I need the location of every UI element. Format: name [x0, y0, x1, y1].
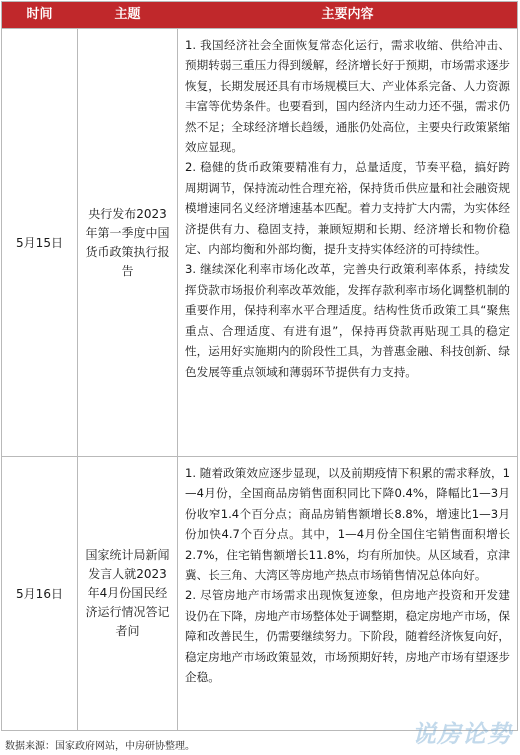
- header-date: 时间: [26, 7, 53, 22]
- content-paragraph: 1. 随着政策效应逐步显现，以及前期疫情下积累的需求释放，1—4月份，全国商品房销售面积同比下降0.4%，降幅比1—3月份收窄1.4个百分点；商品房销售额增长8.8%，增速比1—3月份加快4.7个百分点。其中，1—4月份全国住宅销售面积增长2.7%，住宅销售额增长11.8%，均有所加快。从区域看，京津冀、长三角、大湾区等房地产热点市场销售情况总体向好。: [185, 466, 510, 583]
- source-note: 数据来源：国家政府网站，中房研协整理。: [5, 741, 195, 752]
- row-date: 5月16日: [16, 587, 63, 601]
- content-paragraph: 2. 稳健的货币政策要精准有力，总量适度，节奏平稳，搞好跨周期调节，保持流动性合理充裕，保持货币供应量和社会融资规模增速同名义经济增速基本匹配。着力支持扩大内需，为实体经济提供有力、稳固支持，兼顾短期和长期、经济增长和物价稳定、内部均衡和外部均衡，提升支持实体经济的可持续性。: [185, 160, 510, 257]
- row-date: 5月15日: [16, 236, 63, 250]
- table-header: [2, 2, 517, 28]
- row-topic: 国家统计局新闻发言人就2023年4月份国民经济运行情况答记者问: [77, 457, 178, 730]
- table-row: [2, 456, 517, 730]
- header-content: 主要内容: [321, 7, 374, 22]
- policy-table: [1, 1, 518, 731]
- table-row: [2, 28, 517, 456]
- row-content: [178, 29, 517, 456]
- header-topic: 主题: [114, 7, 141, 22]
- row-topic: 央行发布2023年第一季度中国货币政策执行报告: [77, 29, 178, 456]
- content-paragraph: 1. 我国经济社会全面恢复常态化运行，需求收缩、供给冲击、预期转弱三重压力得到缓解，经济增长好于预期，市场需求逐步恢复，长期发展还具有市场规模巨大、产业体系完备、人力资源丰富等优势条件。也要看到，国内经济内生动力还不强，需求仍然不足；全球经济增长趋缓，通胀仍处高位，主要央行政策紧缩效应显现。: [185, 38, 510, 155]
- watermark-logo: 说房论势: [412, 720, 512, 748]
- content-paragraph: 2. 尽管房地产市场需求出现恢复迹象，但房地产投资和开发建设仍在下降，房地产市场整体处于调整期，稳定房地产市场，保障和改善民生，仍需要继续努力。下阶段，随着经济恢复向好，稳定房地产市场政策显效，市场预期好转，房地产市场有望逐步企稳。: [185, 588, 510, 685]
- content-paragraph: 3. 继续深化利率市场化改革，完善央行政策利率体系，持续发挥贷款市场报价利率改革效能，发挥存款利率市场化调整机制的重要作用，保持利率水平合理适度。结构性货币政策工具“聚焦重点、合理适度、有进有退”，保持再贷款再贴现工具的稳定性，运用好实施期内的阶段性工具，为普惠金融、科技创新、绿色发展等重点领域和薄弱环节提供有力支持。: [185, 262, 510, 379]
- row-content: [178, 457, 517, 730]
